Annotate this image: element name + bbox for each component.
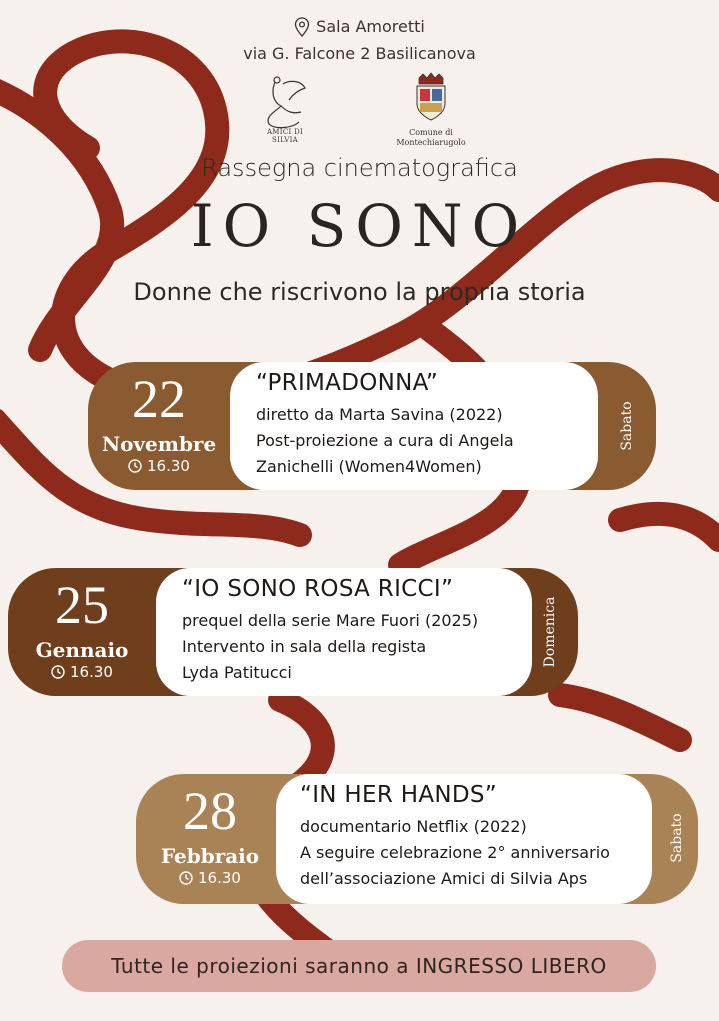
clock-icon [51, 665, 65, 679]
page-subtitle: Donne che riscrivono la propria storia [133, 278, 586, 306]
event-line-1-1: diretto da Marta Savina (2022) [256, 405, 503, 424]
event-time-3-text: 16.30 [198, 869, 241, 887]
event-time-2 [8, 662, 156, 682]
event-line-2-2: Intervento in sala della regista [182, 637, 427, 656]
amici-di-silvia-logo [253, 72, 317, 144]
event-title-1: “PRIMADONNA” [256, 370, 439, 396]
event-title-2: “IO SONO ROSA RICCI” [182, 576, 454, 602]
event-line-3-3: dell’associazione Amici di Silvia Aps [300, 869, 588, 888]
event-weekday-1: Sabato [619, 401, 635, 451]
clock-icon [128, 459, 142, 473]
event-time-3 [136, 868, 284, 888]
event-month-2: Gennaio [35, 638, 129, 662]
venue-address: via G. Falcone 2 Basilicanova [243, 44, 476, 63]
event-line-1-3: Zanichelli (Women4Women) [256, 457, 482, 476]
event-line-1-2: Post-proiezione a cura di Angela [256, 431, 514, 450]
event-day-1: 22 [132, 369, 186, 429]
clock-icon [179, 871, 193, 885]
event-weekday-3: Sabato [669, 813, 685, 863]
comune-caption-1: Comune di [409, 128, 453, 137]
free-entry-text: Tutte le proiezioni saranno a INGRESSO LIBERO [111, 954, 607, 978]
event-details-1 [230, 362, 598, 490]
event-details-3 [276, 774, 652, 904]
event-day-3: 28 [183, 781, 237, 841]
event-time-2-text: 16.30 [70, 663, 113, 681]
event-line-3-2: A seguire celebrazione 2° anniversario [300, 843, 610, 862]
event-line-2-3: Lyda Patitucci [182, 663, 292, 682]
event-card-3 [136, 774, 698, 904]
event-card-1 [88, 362, 656, 490]
venue-name: Sala Amoretti [316, 17, 425, 36]
event-date-2 [8, 575, 156, 682]
event-line-2-1: prequel della serie Mare Fuori (2025) [182, 611, 479, 630]
comune-logo [396, 72, 466, 147]
logos-row [0, 72, 719, 150]
event-time-1 [88, 456, 230, 476]
location-pin-icon [294, 17, 310, 37]
amici-di-silvia-caption: AMICI DI SILVIA [266, 128, 304, 144]
kicker-text: Rassegna cinematografica [201, 154, 518, 182]
page-title: IO SONO [190, 192, 529, 260]
event-month-3: Febbraio [160, 844, 260, 868]
event-line-3-1: documentario Netflix (2022) [300, 817, 527, 836]
angel-figure-icon [253, 72, 317, 134]
event-card-2 [8, 568, 578, 696]
venue-block [0, 16, 719, 65]
event-date-1 [88, 369, 230, 476]
event-time-1-text: 16.30 [147, 457, 190, 475]
event-day-2: 25 [55, 575, 109, 635]
event-details-2 [156, 568, 532, 696]
event-date-3 [136, 781, 284, 888]
comune-caption-2: Montechiarugolo [396, 138, 466, 147]
coat-of-arms-icon [411, 72, 451, 122]
event-month-1: Novembre [101, 432, 217, 456]
event-weekday-2: Domenica [542, 596, 558, 668]
free-entry-banner [62, 940, 656, 992]
event-title-3: “IN HER HANDS” [300, 782, 497, 808]
